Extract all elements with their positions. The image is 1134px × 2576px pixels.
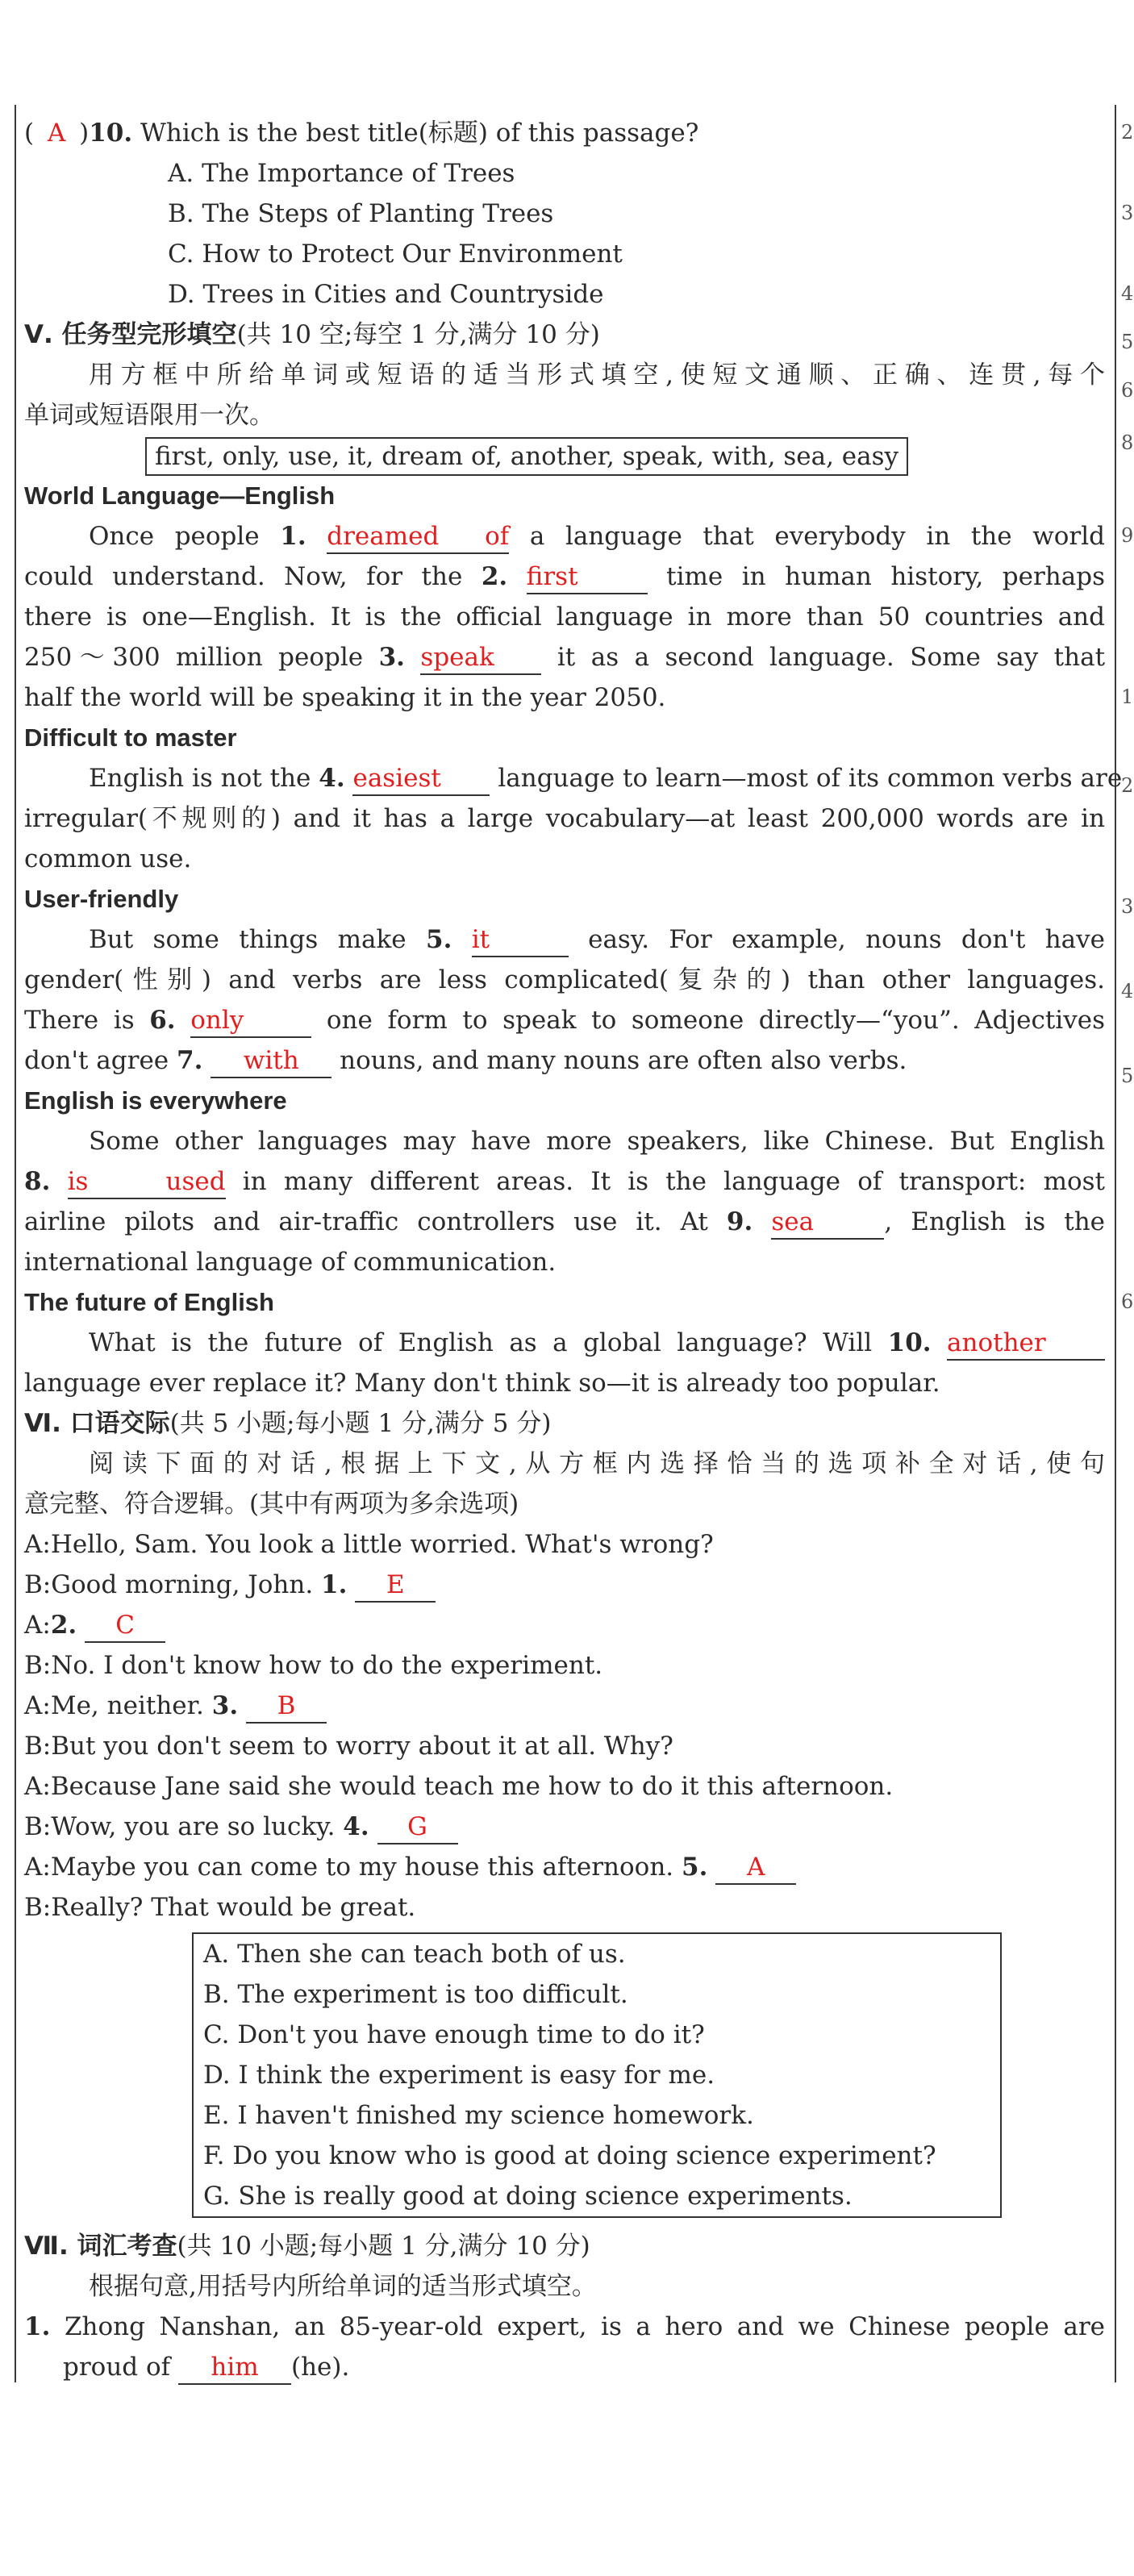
fill-blank: first [527,561,648,594]
dialog-line: B:No. I don't know how to do the experiment. [24,1651,603,1680]
passage-line: half the world will be speaking it in the year 2050. [24,683,666,712]
fill-blank: only [190,1004,311,1038]
section-instruction: 用方框中所给单词或短语的适当形式填空,使短文通顺、正确、连贯,每个 [89,361,1105,390]
section-7-heading [24,2226,1105,2266]
passage-line: But some things make 5. it easy. For example, nouns don't have [24,919,1105,960]
passage-line: Some other languages may have more speakers, like Chinese. But English [89,1127,1105,1156]
fill-blank: speak [420,641,541,675]
fill-blank: it [472,923,569,957]
dialog-line: A:Maybe you can come to my house this afternoon. 5. A [24,1847,1105,1887]
passage-line: international language of communication. [24,1248,557,1277]
vocab-question-1: 1. Zhong Nanshan, an 85-year-old expert, is a hero and we Chinese people are [24,2312,1105,2341]
fill-blank: B [246,1690,327,1724]
dialog-line: B:Wow, you are so lucky. 4. G [24,1807,1105,1847]
passage-line: What is the future of English as a global language? Will 10. another [24,1323,1105,1363]
edge-mark: 2 [1121,121,1134,144]
section-instruction: 意完整、符合逻辑。(其中有两项为多余选项) [24,1490,519,1519]
passage-line: 8. is used in many different areas. It is the language of transport: most [24,1161,1105,1202]
passage-line: airline pilots and air-traffic controllers use it. At 9. sea , English is the [24,1202,1105,1242]
dialog-line: A:Because Jane said she would teach me how to do it this afternoon. [24,1772,894,1801]
dialog-line: B:But you don't seem to worry about it at all. Why? [24,1732,673,1761]
edge-mark: 3 [1121,895,1134,918]
edge-mark: 2 [1121,774,1134,797]
section-score: (共 10 空;每空 1 分,满分 10 分) [236,320,600,349]
dialog-line: A:2. C [24,1605,1105,1645]
subheading: English is everywhere [24,1086,287,1115]
edge-mark: 5 [1121,331,1134,353]
question-number: 10. [89,119,133,148]
dialog-line: B:Good morning, John. 1. E [24,1565,1105,1605]
passage-line: gender(性别) and verbs are less complicated(复杂的) than other languages. [24,965,1105,994]
subheading: The future of English [24,1288,274,1316]
option-box [192,1932,1002,2218]
edge-mark: 4 [1121,282,1134,305]
section-score: (共 5 小题;每小题 1 分,满分 5 分) [169,1409,552,1438]
fill-blank: C [85,1609,165,1643]
dialog-line: A:Me, neither. 3. B [24,1686,1105,1726]
passage-line: there is one—English. It is the official language in more than 50 countries and [24,602,1105,631]
edge-mark: 6 [1121,1290,1134,1313]
option-item: B. The experiment is too difficult. [203,1980,628,2009]
option-item: E. I haven't finished my science homework. [203,2101,754,2130]
edge-mark: 9 [1121,524,1134,547]
edge-mark: 6 [1121,379,1134,402]
fill-blank: him [178,2351,291,2385]
option-b: B. The Steps of Planting Trees [168,199,554,228]
dialog-line: B:Really? That would be great. [24,1893,416,1922]
section-6-heading [24,1403,1105,1444]
edge-mark: 8 [1121,431,1134,454]
option-c: C. How to Protect Our Environment [168,240,623,269]
word-box: first, only, use, it, dream of, another, speak, with, sea, easy [145,437,908,476]
fill-blank: G [377,1811,458,1844]
left-margin-line [15,105,16,2382]
option-item: F. Do you know who is good at doing science experiment? [203,2141,936,2170]
fill-blank: is used [68,1165,226,1199]
question-stem: Which is the best title(标题) of this passage? [140,119,699,148]
option-item: D. I think the experiment is easy for me. [203,2061,715,2090]
fill-blank: sea [771,1206,884,1240]
fill-blank: dreamed of [327,520,509,554]
passage-line: don't agree 7. with nouns, and many nouns are often also verbs. [24,1040,1105,1081]
question-10: ( A )10. Which is the best title(标题) of this passage? [24,119,699,148]
section-title: Ⅶ. 词汇考查 [24,2232,177,2261]
edge-mark: 4 [1121,980,1134,1002]
section-instruction: 单词或短语限用一次。 [24,401,274,430]
option-box-wrapper [24,1928,1105,2226]
section-5-heading [24,315,1105,355]
passage-line: English is not the 4. easiest language to learn—most of its common verbs are [24,758,1105,798]
worksheet-content [24,113,1123,2387]
option-item: C. Don't you have enough time to do it? [203,2020,705,2049]
dialog-line: A:Hello, Sam. You look a little worried. What's wrong? [24,1530,714,1559]
edge-mark: 3 [1121,202,1134,224]
passage-line: common use. [24,844,192,873]
section-title: Ⅴ. 任务型完形填空 [24,320,237,349]
section-instruction: 根据句意,用括号内所给单词的适当形式填空。 [89,2272,597,2301]
subheading: World Language—English [24,481,336,510]
passage-line: There is 6. only one form to speak to someone directly—“you”. Adjectives [24,1000,1105,1040]
right-margin-line [1115,105,1116,2382]
edge-mark: 5 [1121,1065,1134,1087]
subheading: User-friendly [24,885,179,913]
section-instruction: 阅读下面的对话,根据上下文,从方框内选择恰当的选项补全对话,使句 [89,1449,1105,1478]
subheading: Difficult to master [24,723,237,752]
option-item: G. She is really good at doing science experiments. [203,2182,853,2211]
answer-mark: A [47,119,66,148]
section-score: (共 10 小题;每小题 1 分,满分 10 分) [177,2232,590,2261]
fill-blank: with [211,1044,331,1078]
option-a: A. The Importance of Trees [168,159,515,188]
passage-line: language ever replace it? Many don't think so—it is already too popular. [24,1369,940,1398]
section-title: Ⅵ. 口语交际 [24,1409,170,1438]
option-item: A. Then she can teach both of us. [203,1940,626,1969]
passage-line: irregular(不规则的) and it has a large vocabulary—at least 200,000 words are in [24,804,1105,833]
fill-blank: another [947,1327,1105,1361]
fill-blank: A [715,1851,796,1885]
passage-line: 250～300 million people 3. speak it as a second language. Some say that [24,637,1105,677]
fill-blank: E [355,1569,436,1603]
vocab-question-1-cont: proud of him (he). [24,2347,1105,2387]
passage-line: could understand. Now, for the 2. first time in human history, perhaps [24,556,1105,597]
word-box-row [24,436,1105,476]
fill-blank: easiest [352,762,490,796]
option-d: D. Trees in Cities and Countryside [168,280,604,309]
passage-line: Once people 1. dreamed of a language that everybody in the world [24,516,1105,556]
edge-mark: 1 [1121,686,1134,708]
